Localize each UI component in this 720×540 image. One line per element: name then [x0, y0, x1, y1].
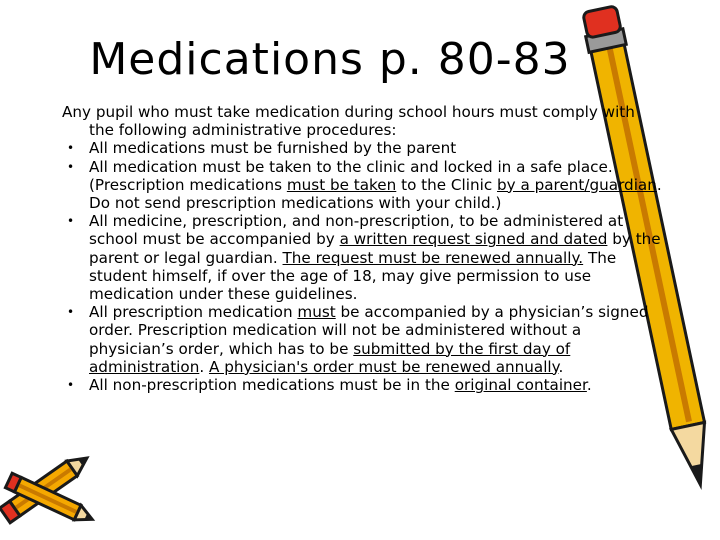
- bullet-item: [62, 158, 662, 213]
- bullet-item: [62, 376, 662, 394]
- bullet-text: The student himself, if over the age of 18, may give permission to use medication under these guidelines.: [89, 248, 617, 304]
- bullet-marker: •: [67, 305, 75, 320]
- bullet-item: [62, 212, 662, 303]
- bullet-text: by the parent or legal guardian.: [89, 230, 661, 267]
- bullet-text: .: [199, 357, 209, 376]
- underlined-text: submitted by the first day of administration: [89, 339, 571, 376]
- bullet-text: All medications must be furnished by the parent: [89, 139, 457, 158]
- underlined-text: by a parent/guardian: [497, 175, 657, 194]
- underlined-text: must be taken: [286, 175, 397, 194]
- bullet-text: All medication must be taken to the clinic and locked in a safe place. (Prescription medications: [89, 157, 613, 194]
- pencils-clipart-bottom-left: [0, 432, 110, 536]
- underlined-text: A physician's order must be renewed annually: [208, 357, 559, 376]
- bullet-marker: •: [67, 159, 75, 174]
- underlined-text: The request must be renewed annually.: [282, 248, 584, 267]
- slide-title: Medications p. 80-83: [89, 34, 571, 85]
- bullet-marker: •: [67, 141, 75, 156]
- slide-body: [62, 103, 662, 394]
- bullet-text: .: [558, 357, 564, 376]
- bullet-marker: •: [67, 378, 75, 393]
- bullet-text: be accompanied by a physician’s signed order. Prescription medication will not be administered without a physician’s order, which has to be: [89, 303, 649, 358]
- underlined-text: original container: [454, 376, 587, 395]
- bullet-text: All medicine, prescription, and non-prescription, to be administered at school must be accompanied by: [89, 212, 624, 249]
- bullet-list: [62, 139, 662, 394]
- bullet-text: All non-prescription medications must be in the: [89, 376, 455, 395]
- pencil-wood-tip: [671, 422, 717, 488]
- bullet-text: All prescription medication: [89, 303, 298, 322]
- bullet-item: [62, 139, 662, 157]
- intro-paragraph: Any pupil who must take medication during school hours must comply with the following administrative procedures:: [62, 103, 635, 140]
- bullet-marker: •: [67, 214, 75, 229]
- bullet-text: to the Clinic: [396, 175, 498, 194]
- underlined-text: a written request signed and dated: [339, 230, 608, 249]
- bullet-text: . Do not send prescription medications with your child.): [89, 175, 662, 213]
- underlined-text: must: [297, 303, 336, 322]
- bullet-item: [62, 303, 662, 376]
- bullet-text: .: [586, 376, 592, 395]
- pencil-lead: [689, 464, 707, 488]
